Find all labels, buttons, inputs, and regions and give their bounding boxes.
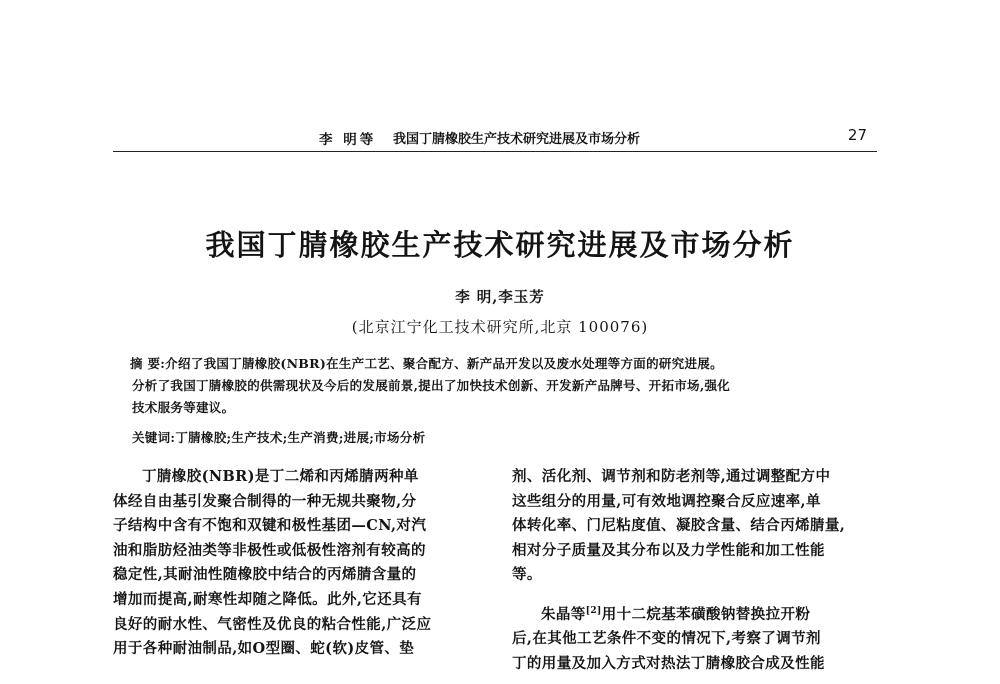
abstract-line: 技术服务等建议。 — [132, 400, 235, 415]
article-title: 我国丁腈橡胶生产技术研究进展及市场分析 — [205, 228, 795, 262]
body-line: 体转化率、门尼粘度值、凝胶含量、结合丙烯腈量, — [512, 517, 846, 535]
body-line: 相对分子质量及其分布以及力学性能和加工性能 — [512, 541, 825, 559]
abstract-line: 摘 要:介绍了我国丁腈橡胶(NBR)在生产工艺、聚合配方、新产品开发以及废水处理等方面的研究进展。 — [130, 356, 723, 371]
body-line: 稳定性,其耐油性随橡胶中结合的丙烯腈含量的 — [113, 566, 417, 584]
body-line: 良好的耐水性、气密性及优良的粘合性能,广泛应 — [113, 615, 432, 633]
page-number: 27 — [847, 126, 867, 144]
article-affiliation: (北京江宁化工技术研究所,北京 100076) — [351, 318, 649, 336]
body-line: 体经自由基引发聚合制得的一种无规共聚物,分 — [113, 492, 417, 510]
body-column-right — [512, 465, 872, 677]
body-column-left — [113, 465, 473, 662]
body-line: 剂、活化剂、调节剂和防老剂等,通过调整配方中 — [512, 468, 831, 485]
body-line: 等。 — [512, 566, 542, 584]
body-line — [512, 599, 872, 627]
article-authors: 李 明,李玉芳 — [455, 289, 545, 306]
citation-ref[interactable]: [2] — [585, 605, 602, 616]
running-head-authors: 李 明等 — [319, 132, 377, 148]
header-rule — [113, 151, 877, 152]
body-line: 用于各种耐油制品,如O型圈、蛇(软)皮管、垫 — [113, 640, 415, 658]
body-line: 子结构中含有不饱和双键和极性基团—CN,对汽 — [113, 517, 427, 535]
running-head-title: 我国丁腈橡胶生产技术研究进展及市场分析 — [393, 132, 641, 147]
abstract — [130, 353, 862, 419]
keywords: 关键词:丁腈橡胶;生产技术;生产消费;进展;市场分析 — [132, 430, 426, 445]
body-line: 后,在其他工艺条件不变的情况下,考察了调节剂 — [512, 630, 821, 648]
body-text: 用十二烷基苯磺酸钠替换拉开粉 — [601, 605, 811, 623]
body-line: 增加而提高,耐寒性却随之降低。此外,它还具有 — [113, 590, 422, 608]
abstract-line: 分析了我国丁腈橡胶的供需现状及今后的发展前景,提出了加快技术创新、开发新产品牌号、开拓市场,强化 — [132, 378, 731, 393]
body-line: 油和脂肪烃油类等非极性或低极性溶剂有较高的 — [113, 541, 426, 559]
body-line: 丁的用量及加入方式对热法丁腈橡胶合成及性能 — [512, 654, 825, 672]
cited-author: 朱晶等 — [541, 605, 586, 623]
body-line: 丁腈橡胶(NBR)是丁二烯和丙烯腈两种单 — [142, 468, 419, 485]
body-line: 这些组分的用量,可有效地调控聚合反应速率,单 — [512, 492, 821, 510]
